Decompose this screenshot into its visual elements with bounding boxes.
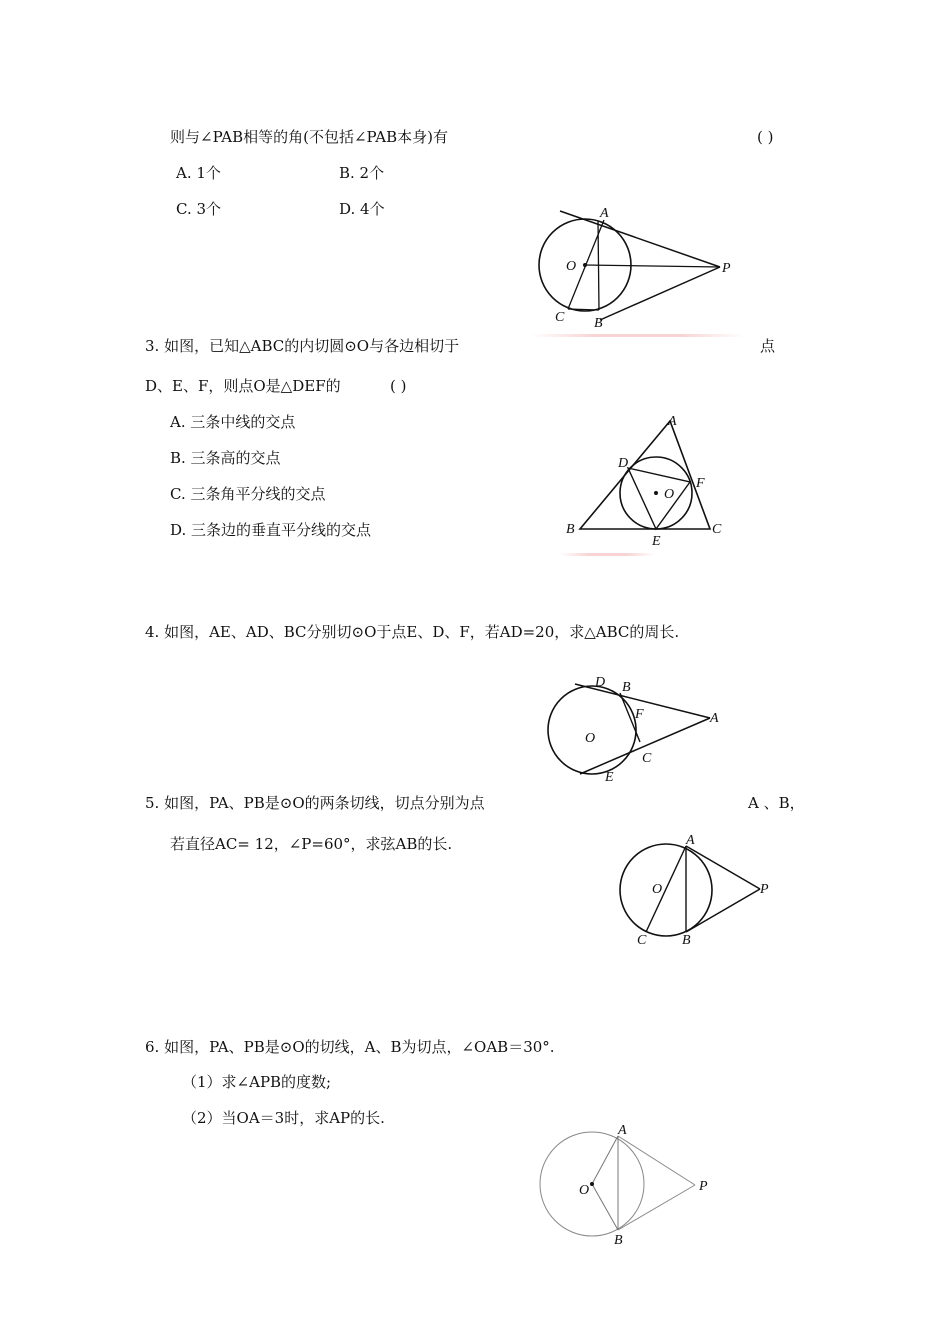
- q2-fig-label-a: A: [600, 206, 609, 221]
- q2-fig-label-b: B: [594, 316, 603, 331]
- q5-line2: 若直径AC= 12，∠P=60°，求弦AB的长.: [170, 835, 453, 853]
- q6-fig-label-a: A: [618, 1123, 627, 1138]
- q3-fig-label-b: B: [566, 522, 575, 537]
- q2-figure-scan-edge: [530, 334, 745, 337]
- q4-fig-label-e: E: [605, 770, 614, 785]
- q2-option-a: A. 1个: [176, 164, 221, 182]
- q4-fig-label-a: A: [710, 711, 719, 726]
- q3-fig-label-o: O: [664, 487, 675, 502]
- q2-answer-paren: ( ): [757, 128, 774, 146]
- q2-fig-label-c: C: [555, 310, 565, 325]
- q6-line1: 6. 如图，PA、PB是⊙O的切线，A、B为切点，∠OAB＝30°.: [145, 1038, 555, 1056]
- q2-fig-label-o: O: [566, 259, 577, 274]
- q5-fig-label-p: P: [760, 882, 769, 897]
- q4-figure: [545, 668, 735, 788]
- q3-fig-label-d: D: [618, 456, 629, 471]
- q3-fig-label-e: E: [652, 534, 661, 549]
- q4-fig-label-d: D: [595, 675, 606, 690]
- q6-figure: [530, 1120, 730, 1248]
- q4-fig-label-b: B: [622, 680, 631, 695]
- q4-text: 4. 如图，AE、AD、BC分别切⊙O于点E、D、F，若AD=20，求△ABC的周长.: [145, 623, 680, 641]
- q3-fig-label-a: A: [668, 414, 677, 429]
- q3-line1: 3. 如图，已知△ABC的内切圆⊙O与各边相切于: [145, 337, 460, 355]
- q3-figure-scan-edge: [560, 553, 655, 556]
- q5-fig-label-a: A: [686, 833, 695, 848]
- q3-fig-label-c: C: [712, 522, 722, 537]
- q2-option-c: C. 3个: [176, 200, 222, 218]
- q2-stem-tail: 则与∠PAB相等的角(不包括∠PAB本身)有: [170, 128, 448, 146]
- q5-line1: 5. 如图，PA、PB是⊙O的两条切线，切点分别为点: [145, 794, 485, 812]
- q6-fig-label-o: O: [579, 1183, 590, 1198]
- q2-option-d: D. 4个: [339, 200, 385, 218]
- q3-line1-end: 点: [760, 337, 776, 355]
- q3-answer-paren: ( ): [390, 377, 407, 395]
- q4-fig-label-c: C: [642, 751, 652, 766]
- q2-fig-label-p: P: [722, 261, 731, 276]
- q3-figure: [558, 405, 738, 555]
- q6-fig-label-p: P: [699, 1179, 708, 1194]
- q3-line2: D、E、F，则点O是△DEF的: [145, 377, 341, 395]
- q3-option-c: C. 三条角平分线的交点: [170, 485, 326, 503]
- q3-option-b: B. 三条高的交点: [170, 449, 281, 467]
- q5-fig-label-c: C: [637, 933, 647, 948]
- q3-fig-label-f: F: [696, 476, 705, 491]
- q3-option-d: D. 三条边的垂直平分线的交点: [170, 521, 372, 539]
- q5-line1-end: A 、B，: [748, 794, 805, 812]
- q2-option-b: B. 2个: [339, 164, 385, 182]
- q6-part2: （2）当OA＝3时，求AP的长.: [182, 1109, 385, 1127]
- q3-option-a: A. 三条中线的交点: [170, 413, 296, 431]
- q6-part1: （1）求∠APB的度数;: [182, 1073, 332, 1091]
- q2-figure: [530, 200, 750, 335]
- q5-figure: [610, 830, 780, 952]
- q4-fig-label-o: O: [585, 731, 596, 746]
- q4-fig-label-f: F: [635, 707, 644, 722]
- q6-fig-label-b: B: [614, 1233, 623, 1248]
- q5-fig-label-o: O: [652, 882, 663, 897]
- q5-fig-label-b: B: [682, 933, 691, 948]
